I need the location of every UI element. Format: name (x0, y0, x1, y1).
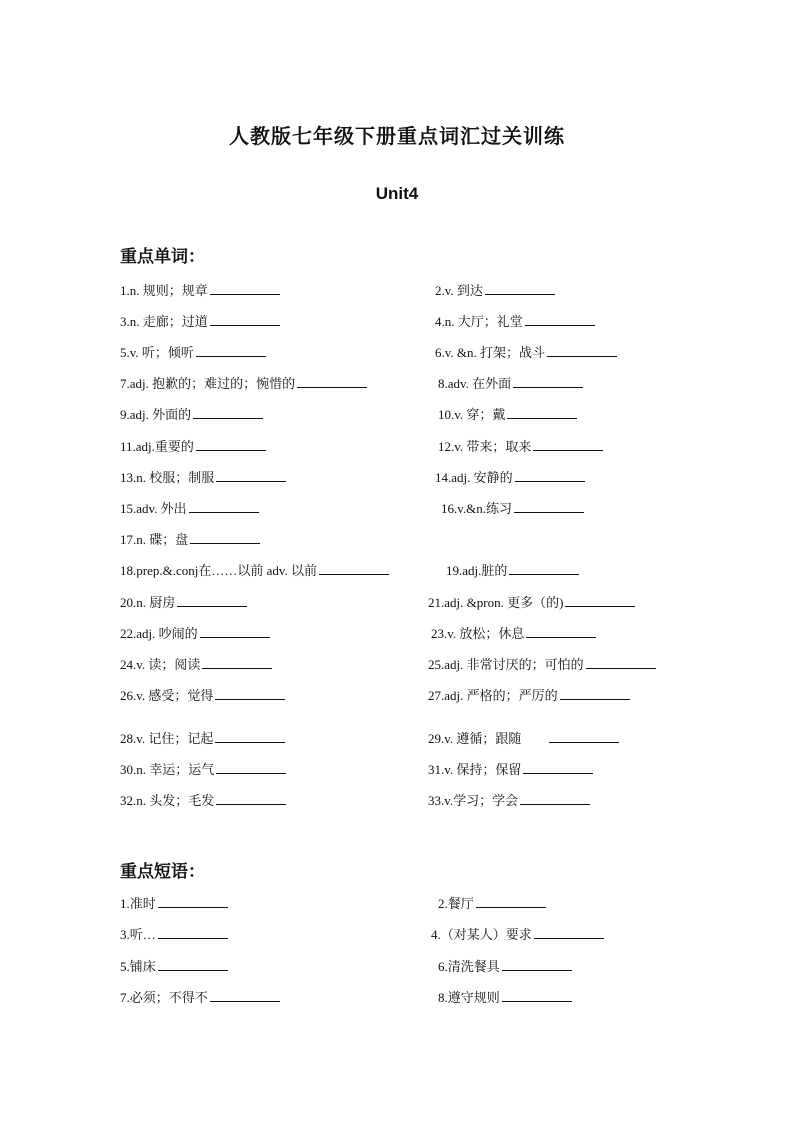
phrase-item: 7.必须；不得不 (120, 989, 280, 1007)
word-item: 28.v. 记住；记起 (120, 730, 285, 748)
answer-blank[interactable] (210, 313, 280, 326)
answer-blank[interactable] (549, 730, 619, 743)
word-item: 21.adj. &pron. 更多（的) (428, 594, 635, 612)
answer-blank[interactable] (177, 594, 247, 607)
answer-blank[interactable] (523, 761, 593, 774)
word-item: 8.adv. 在外面 (438, 375, 583, 393)
answer-blank[interactable] (513, 375, 583, 388)
answer-blank[interactable] (547, 344, 617, 357)
word-item: 22.adj. 吵闹的 (120, 625, 270, 643)
word-item: 29.v. 遵循；跟随 (428, 730, 619, 748)
word-item: 5.v. 听；倾听 (120, 344, 266, 362)
answer-blank[interactable] (525, 313, 595, 326)
word-item: 20.n. 厨房 (120, 594, 247, 612)
answer-blank[interactable] (565, 594, 635, 607)
page-title: 人教版七年级下册重点词汇过关训练 (229, 124, 565, 148)
answer-blank[interactable] (196, 438, 266, 451)
answer-blank[interactable] (502, 958, 572, 971)
word-item: 13.n. 校服；制服 (120, 469, 286, 487)
answer-blank[interactable] (509, 562, 579, 575)
word-item: 15.adv. 外出 (120, 500, 259, 518)
answer-blank[interactable] (586, 656, 656, 669)
phrase-item: 2.餐厅 (438, 895, 546, 913)
unit-heading: Unit4 (375, 184, 419, 203)
answer-blank[interactable] (215, 687, 285, 700)
word-item: 26.v. 感受；觉得 (120, 687, 285, 705)
answer-blank[interactable] (507, 406, 577, 419)
word-item: 11.adj.重要的 (120, 438, 266, 456)
phrase-item: 3.听… (120, 926, 228, 944)
answer-blank[interactable] (158, 895, 228, 908)
word-item: 10.v. 穿；戴 (438, 406, 577, 424)
word-item: 24.v. 读；阅读 (120, 656, 272, 674)
phrase-item: 6.清洗餐具 (438, 958, 572, 976)
word-item: 12.v. 带来；取来 (438, 438, 603, 456)
answer-blank[interactable] (520, 792, 590, 805)
answer-blank[interactable] (196, 344, 266, 357)
word-item: 27.adj. 严格的；严厉的 (428, 687, 630, 705)
word-item: 14.adj. 安静的 (435, 469, 585, 487)
phrase-item: 1.准时 (120, 895, 228, 913)
answer-blank[interactable] (189, 500, 259, 513)
answer-blank[interactable] (216, 761, 286, 774)
answer-blank[interactable] (190, 531, 260, 544)
word-item: 18.prep.&.conj在……以前 adv. 以前 (120, 562, 389, 580)
word-item: 9.adj. 外面的 (120, 406, 263, 424)
words-heading: 重点单词： (120, 247, 205, 267)
answer-blank[interactable] (216, 469, 286, 482)
answer-blank[interactable] (202, 656, 272, 669)
answer-blank[interactable] (476, 895, 546, 908)
answer-blank[interactable] (297, 375, 367, 388)
answer-blank[interactable] (534, 926, 604, 939)
word-item: 19.adj.脏的 (446, 562, 579, 580)
word-item: 7.adj. 抱歉的；难过的；惋惜的 (120, 375, 367, 393)
word-item: 25.adj. 非常讨厌的；可怕的 (428, 656, 656, 674)
answer-blank[interactable] (526, 625, 596, 638)
answer-blank[interactable] (210, 282, 280, 295)
word-item: 6.v. &n. 打架；战斗 (435, 344, 617, 362)
answer-blank[interactable] (158, 958, 228, 971)
word-item: 31.v. 保持；保留 (428, 761, 593, 779)
phrase-item: 4.（对某人）要求 (431, 926, 604, 944)
word-item: 32.n. 头发；毛发 (120, 792, 286, 810)
answer-blank[interactable] (485, 282, 555, 295)
word-item: 2.v. 到达 (435, 282, 555, 300)
answer-blank[interactable] (193, 406, 263, 419)
answer-blank[interactable] (200, 625, 270, 638)
phrase-item: 5.铺床 (120, 958, 228, 976)
answer-blank[interactable] (210, 989, 280, 1002)
word-item: 23.v. 放松；休息 (431, 625, 596, 643)
answer-blank[interactable] (215, 730, 285, 743)
answer-blank[interactable] (216, 792, 286, 805)
answer-blank[interactable] (533, 438, 603, 451)
answer-blank[interactable] (502, 989, 572, 1002)
phrase-item: 8.遵守规则 (438, 989, 572, 1007)
word-item: 1.n. 规则；规章 (120, 282, 280, 300)
answer-blank[interactable] (158, 926, 228, 939)
answer-blank[interactable] (319, 562, 389, 575)
answer-blank[interactable] (560, 687, 630, 700)
answer-blank[interactable] (514, 500, 584, 513)
phrases-heading: 重点短语： (120, 862, 205, 882)
word-item: 17.n. 碟；盘 (120, 531, 260, 549)
word-item: 30.n. 幸运；运气 (120, 761, 286, 779)
word-item: 33.v.学习；学会 (428, 792, 590, 810)
answer-blank[interactable] (515, 469, 585, 482)
word-item: 4.n. 大厅；礼堂 (435, 313, 595, 331)
word-item: 3.n. 走廊；过道 (120, 313, 280, 331)
word-item: 16.v.&n.练习 (441, 500, 584, 518)
